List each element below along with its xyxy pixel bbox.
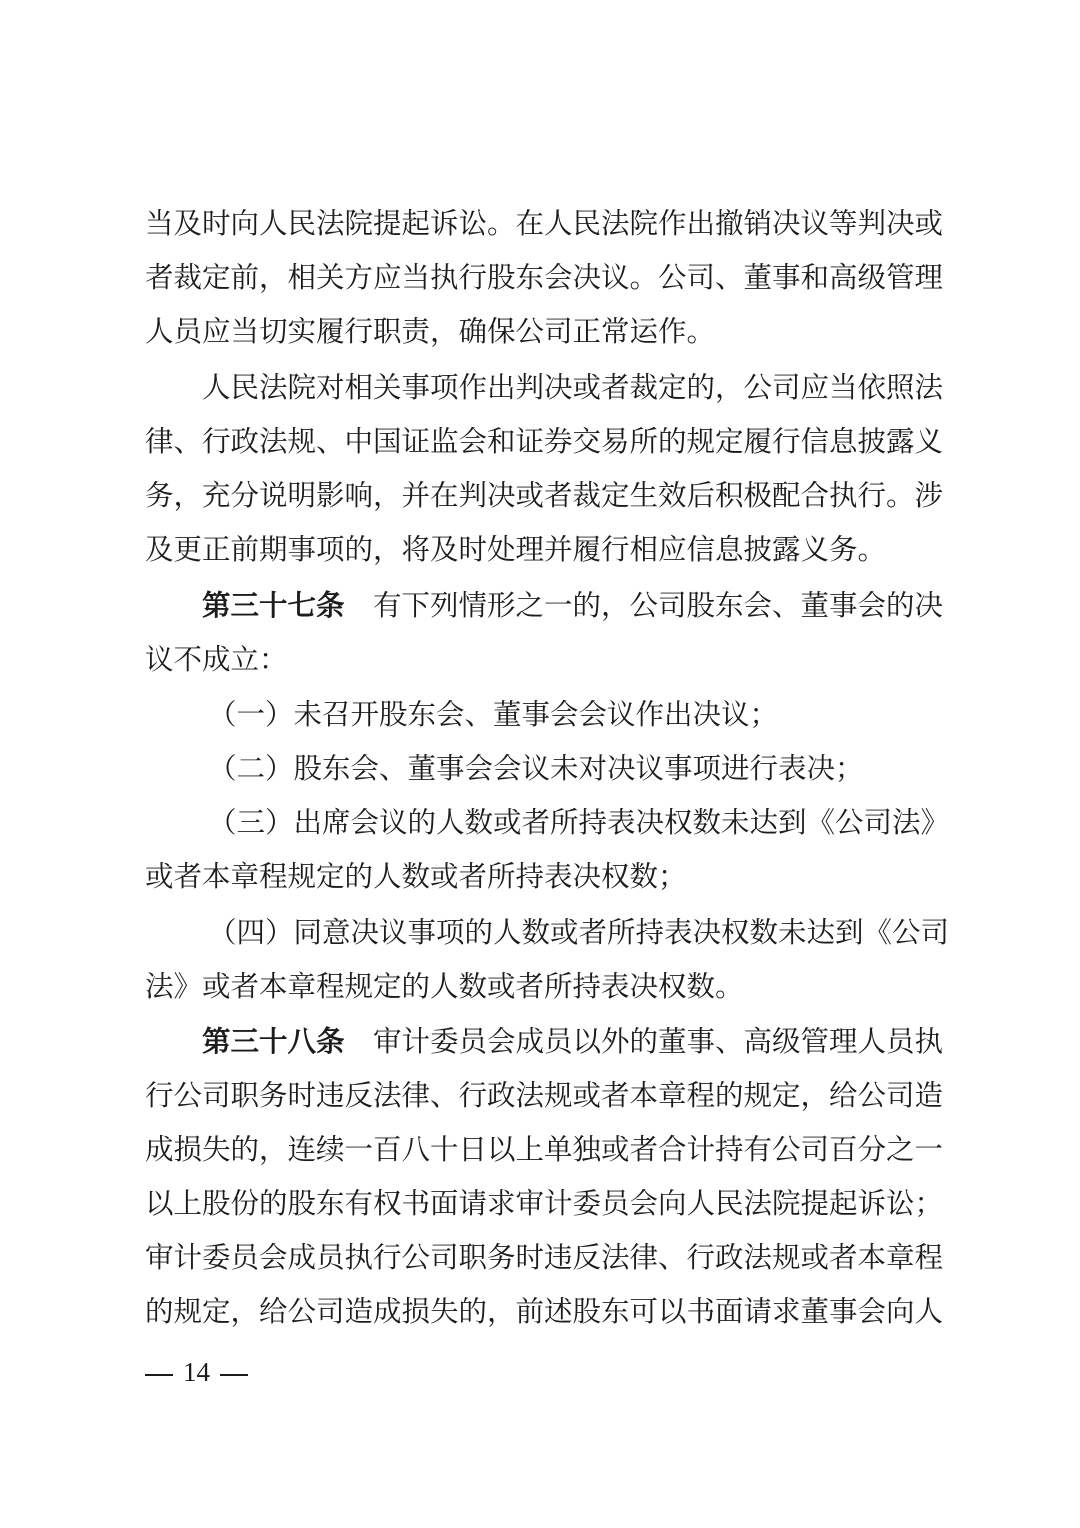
list-item: （一）未召开股东会、董事会会议作出决议； (208, 698, 779, 731)
paragraph-line: 人民法院对相关事项作出判决或者裁定的，公司应当依照法 (202, 371, 944, 404)
list-item-continuation: 法》或者本章程规定的人数或者所持表决权数。 (145, 970, 744, 1003)
article-37-heading: 第三十七条 (202, 589, 345, 622)
page-number-value: 14 (183, 1357, 210, 1387)
paragraph-line: 务，充分说明影响，并在判决或者裁定生效后积极配合执行。涉 (145, 479, 944, 512)
article-38-text: 审计委员会成员以外的董事、高级管理人员执 (373, 1025, 944, 1058)
list-item: （三）出席会议的人数或者所持表决权数未达到《公司法》 (208, 806, 950, 839)
paragraph-line: 及更正前期事项的，将及时处理并履行相应信息披露义务。 (145, 533, 887, 566)
page-number (145, 1352, 248, 1392)
paragraph-line: 审计委员会成员执行公司职务时违反法律、行政法规或者本章程 (145, 1241, 944, 1274)
article-38-first-line (202, 1015, 944, 1069)
paragraph-line: 律、行政法规、中国证监会和证券交易所的规定履行信息披露义 (145, 425, 944, 458)
list-item-continuation: 或者本章程规定的人数或者所持表决权数； (145, 860, 687, 893)
paragraph-line: 议不成立： (145, 643, 288, 676)
paragraph-line: 以上股份的股东有权书面请求审计委员会向人民法院提起诉讼； (145, 1187, 944, 1220)
paragraph-line: 行公司职务时违反法律、行政法规或者本章程的规定，给公司造 (145, 1079, 944, 1112)
page-number-dash-left (145, 1374, 173, 1376)
list-item: （四）同意决议事项的人数或者所持表决权数未达到《公司 (208, 916, 950, 949)
list-item: （二）股东会、董事会会议未对决议事项进行表决； (208, 752, 864, 785)
article-37-first-line (202, 579, 944, 633)
article-37-text: 有下列情形之一的，公司股东会、董事会的决 (373, 589, 944, 622)
page-number-dash-right (220, 1374, 248, 1376)
paragraph-line: 的规定，给公司造成损失的，前述股东可以书面请求董事会向人 (145, 1295, 944, 1328)
paragraph-line: 当及时向人民法院提起诉讼。在人民法院作出撤销决议等判决或 (145, 207, 944, 240)
paragraph-line: 人员应当切实履行职责，确保公司正常运作。 (145, 315, 716, 348)
article-38-heading: 第三十八条 (202, 1025, 345, 1058)
paragraph-line: 成损失的，连续一百八十日以上单独或者合计持有公司百分之一 (145, 1133, 944, 1166)
paragraph-line: 者裁定前，相关方应当执行股东会决议。公司、董事和高级管理 (145, 261, 944, 294)
